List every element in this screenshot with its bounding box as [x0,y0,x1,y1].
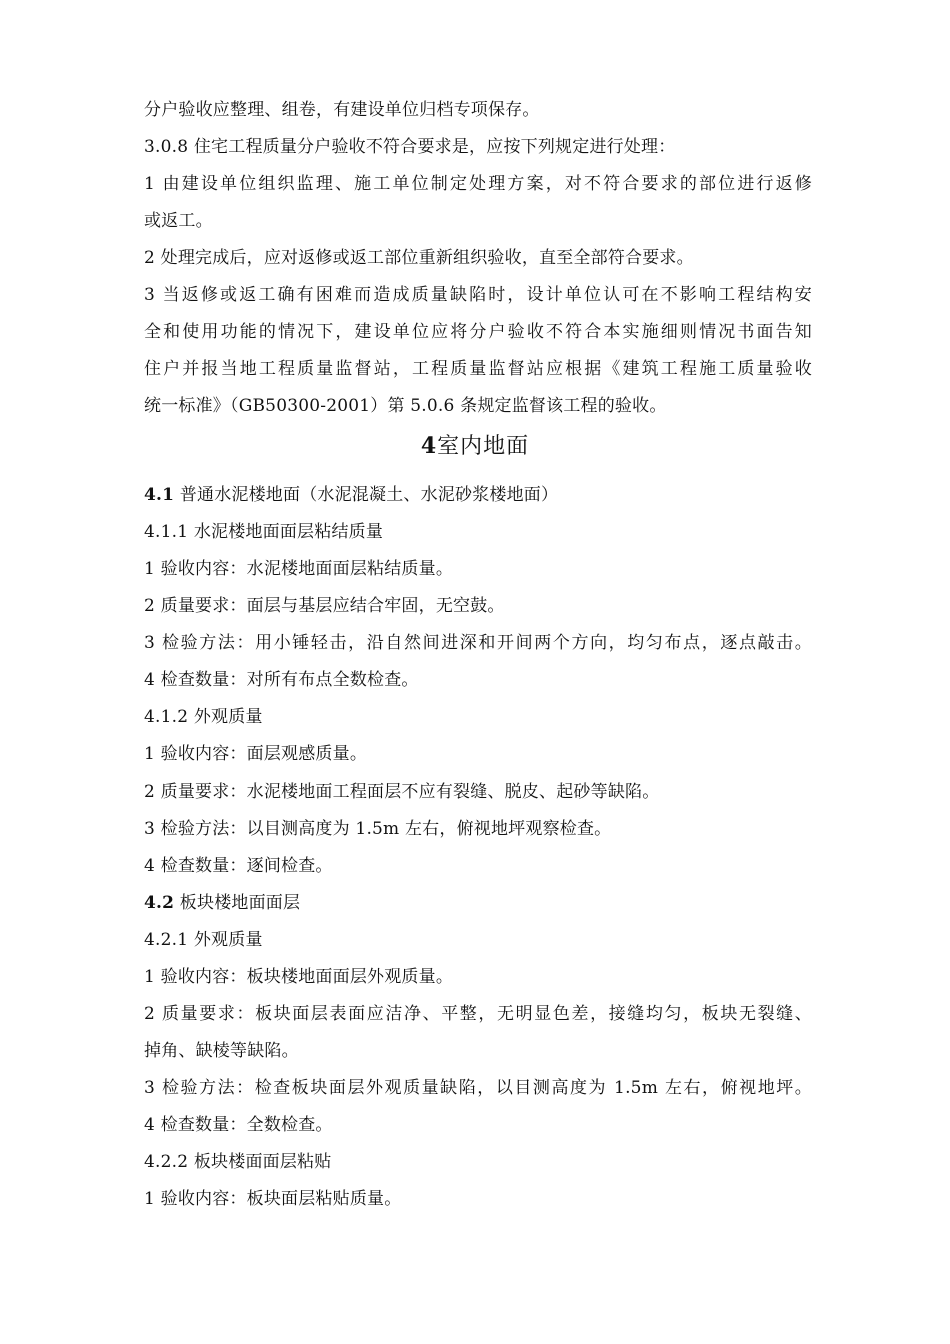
chapter-number: 4 [420,433,438,459]
section-title: 普通水泥楼地面（水泥混凝土、水泥砂浆楼地面） [174,485,559,505]
paragraph-line: 全和使用功能的情况下，建设单位应将分户验收不符合本实施细则情况书面告知 [144,322,812,342]
paragraph-line: 1 验收内容：板块楼地面面层外观质量。 [144,967,454,987]
paragraph-line: 3 检验方法：以目测高度为 1.5m 左右，俯视地坪观察检查。 [144,819,612,839]
subsection-heading: 4.2.1 外观质量 [144,930,263,950]
chapter-title: 室内地面 [437,434,530,459]
subsection-heading: 4.1.2 外观质量 [144,707,263,727]
paragraph-line: 3 检验方法：用小锤轻击，沿自然间进深和开间两个方向，均匀布点，逐点敲击。 [144,633,812,653]
paragraph-line: 1 验收内容：面层观感质量。 [144,744,368,764]
subsection-heading: 4.1.1 水泥楼地面面层粘结质量 [144,522,384,542]
paragraph-line: 1 验收内容：板块面层粘贴质量。 [144,1189,402,1209]
paragraph-line: 2 质量要求：面层与基层应结合牢固，无空鼓。 [144,596,505,616]
chapter-heading [0,431,950,462]
paragraph-line: 4 检查数量：逐间检查。 [144,856,333,876]
paragraph-line: 4 检查数量：对所有布点全数检查。 [144,670,419,690]
paragraph-line: 或返工。 [144,211,213,231]
paragraph-line: 住户并报当地工程质量监督站，工程质量监督站应根据《建筑工程施工质量验收 [144,359,812,379]
paragraph-line: 1 由建设单位组织监理、施工单位制定处理方案，对不符合要求的部位进行返修 [144,174,812,194]
subsection-heading: 4.2.2 板块楼面面层粘贴 [144,1152,332,1172]
paragraph-line: 3.0.8 住宅工程质量分户验收不符合要求是，应按下列规定进行处理： [144,137,676,157]
paragraph-line: 2 处理完成后，应对返修或返工部位重新组织验收，直至全部符合要求。 [144,248,694,268]
paragraph-line: 分户验收应整理、组卷，有建设单位归档专项保存。 [144,100,540,120]
section-number: 4.2 [144,893,175,913]
paragraph-line: 统一标准》（GB50300-2001）第 5.0.6 条规定监督该工程的验收。 [144,396,667,416]
paragraph-line: 1 验收内容：水泥楼地面面层粘结质量。 [144,559,454,579]
section-heading [144,483,812,507]
paragraph-line: 掉角、缺棱等缺陷。 [144,1041,299,1061]
paragraph-line: 2 质量要求：水泥楼地面工程面层不应有裂缝、脱皮、起砂等缺陷。 [144,782,660,802]
paragraph-line: 3 检验方法：检查板块面层外观质量缺陷，以目测高度为 1.5m 左右，俯视地坪。 [144,1078,812,1098]
section-heading [144,891,812,915]
section-number: 4.1 [144,485,175,505]
section-title: 板块楼地面面层 [174,893,301,913]
paragraph-line: 3 当返修或返工确有困难而造成质量缺陷时，设计单位认可在不影响工程结构安 [144,285,812,305]
paragraph-line: 2 质量要求：板块面层表面应洁净、平整，无明显色差，接缝均匀，板块无裂缝、 [144,1004,812,1024]
paragraph-line: 4 检查数量：全数检查。 [144,1115,333,1135]
